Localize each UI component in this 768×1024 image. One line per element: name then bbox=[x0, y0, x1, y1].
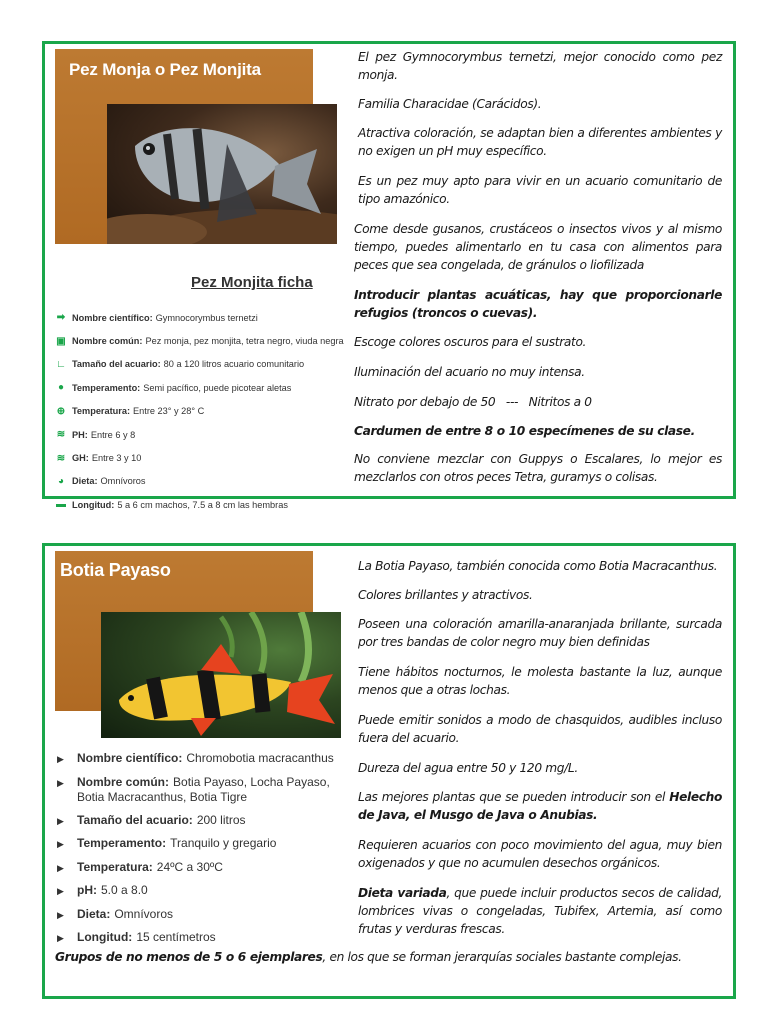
paragraph: Poseen una coloración amarilla-anaranjada brillante, surcada por tres bandas de color negro muy bien definidas bbox=[358, 617, 722, 649]
paragraph: Puede emitir sonidos a modo de chasquidos, audibles incluso fuera del acuario. bbox=[358, 713, 722, 745]
paragraph bbox=[358, 788, 722, 824]
paragraph: El pez Gymnocorymbus ternetzi, mejor conocido como pez monja. bbox=[358, 50, 722, 82]
waves-icon: ≋ bbox=[56, 429, 66, 441]
list-item bbox=[57, 930, 347, 947]
fact-sheet-list bbox=[55, 306, 345, 517]
spec-value: Entre 23° y 28° C bbox=[133, 406, 205, 417]
text-run: , en los que se forman jerarquías sociales bastante complejas. bbox=[322, 950, 682, 964]
text-run: Las mejores plantas que se pueden introducir son el bbox=[358, 790, 670, 804]
paragraph: No conviene mezclar con Guppys o Escalares, lo mejor es mezclarlos con otros peces Tetra, guramys o colisas. bbox=[354, 452, 722, 484]
spec-key: Temperatura: bbox=[72, 406, 131, 417]
paragraph: La Botia Payaso, también conocida como Botia Macracanthus. bbox=[358, 559, 718, 573]
fish-card-botia-payaso bbox=[42, 543, 736, 999]
spec-value: Gymnocorymbus ternetzi bbox=[155, 312, 258, 323]
paragraph: Escoge colores oscuros para el sustrato. bbox=[354, 335, 587, 349]
spec-value: Tranquilo y gregario bbox=[170, 836, 277, 850]
spec-value: Semi pacífico, puede picotear aletas bbox=[143, 382, 292, 393]
paragraph-bold: Introducir plantas acuáticas, hay que proporcionarle refugios (troncos o cuevas). bbox=[354, 288, 722, 320]
paragraph: Atractiva coloración, se adaptan bien a diferentes ambientes y no exigen un pH muy específico. bbox=[358, 126, 722, 158]
spec-value: Pez monja, pez monjita, tetra negro, viuda negra bbox=[145, 336, 344, 347]
paragraph: Come desde gusanos, crustáceos o insectos vivos y al mismo tiempo, puedes alimentarlo en tu casa con alimentos para peces que sea congelada, de gránulos o liofilizada bbox=[354, 222, 722, 272]
spec-value: 15 centímetros bbox=[136, 930, 216, 944]
bullet-icon: ▶ bbox=[57, 777, 64, 788]
spec-value: 5 a 6 cm machos, 7.5 a 8 cm las hembras bbox=[117, 499, 288, 510]
list-item bbox=[55, 376, 345, 399]
spec-value: 5.0 a 8.0 bbox=[101, 883, 148, 897]
list-item bbox=[57, 813, 347, 830]
spec-value: Omnívoros bbox=[114, 906, 174, 921]
spec-key: Longitud: bbox=[72, 499, 115, 510]
paragraph: Nitrato por debajo de 50 --- Nitritos a 0 bbox=[354, 395, 592, 409]
list-item bbox=[57, 836, 347, 853]
spec-key: Tamaño del acuario: bbox=[72, 359, 161, 370]
paragraph: Iluminación del acuario no muy intensa. bbox=[354, 365, 585, 379]
spec-key: Dieta: bbox=[72, 476, 98, 487]
fish-card-pez-monja bbox=[42, 41, 736, 511]
list-item bbox=[57, 907, 347, 924]
list-item bbox=[55, 446, 345, 469]
spec-key: Tamaño del acuario: bbox=[77, 812, 193, 827]
spec-key: PH: bbox=[72, 429, 88, 440]
list-item bbox=[55, 329, 345, 352]
list-item bbox=[55, 306, 345, 329]
spec-key: Dieta: bbox=[77, 906, 111, 921]
spec-key: GH: bbox=[72, 453, 89, 464]
spec-key: Nombre científico: bbox=[77, 751, 183, 765]
bullet-icon: ▶ bbox=[57, 815, 64, 826]
paragraph: Colores brillantes y atractivos. bbox=[358, 588, 533, 602]
spec-value: 80 a 120 litros acuario comunitario bbox=[163, 359, 305, 370]
list-item bbox=[55, 423, 345, 446]
spec-value: Entre 6 y 8 bbox=[90, 429, 136, 440]
bullet-icon: ▶ bbox=[57, 909, 64, 920]
spec-value: Chromobotia macracanthus bbox=[186, 751, 334, 765]
paragraph: Dureza del agua entre 50 y 120 mg/L. bbox=[358, 761, 578, 775]
fish-photo bbox=[107, 104, 337, 244]
bullet-icon: ▶ bbox=[57, 933, 64, 943]
spec-key: pH: bbox=[77, 883, 97, 897]
spec-value: 24ºC a 30ºC bbox=[156, 859, 223, 874]
arrow-icon: ➡ bbox=[56, 312, 66, 324]
spec-value: Botia Payaso, Locha Payaso, Botia Macracanthus, Botia Tigre bbox=[77, 774, 330, 804]
fish-photo bbox=[101, 612, 341, 738]
list-item bbox=[57, 751, 347, 768]
spec-key: Temperamento: bbox=[77, 836, 167, 850]
spec-key: Nombre común: bbox=[77, 774, 170, 789]
paragraph-footer bbox=[55, 950, 682, 964]
id-card-icon: ▣ bbox=[56, 335, 66, 347]
bullet-icon: ▶ bbox=[57, 886, 64, 896]
paragraph: Requieren acuarios con poco movimiento del agua, muy bien oxigenados y que no acumulen desechos orgánicos. bbox=[358, 838, 722, 870]
list-item bbox=[55, 400, 345, 423]
paragraph: Familia Characidae (Carácidos). bbox=[358, 97, 542, 111]
text-run-bold: Helecho de Java, el Musgo de Java o Anubias. bbox=[358, 790, 722, 822]
spec-key: Longitud: bbox=[77, 930, 133, 944]
palette-icon: ◕ bbox=[57, 475, 65, 487]
fact-sheet-list bbox=[57, 751, 347, 954]
card-title: Pez Monja o Pez Monjita bbox=[69, 60, 261, 79]
fact-sheet-title: Pez Monjita ficha bbox=[191, 274, 313, 291]
thermometer-icon: ⊕ bbox=[56, 405, 66, 417]
paragraph-bold: Cardumen de entre 8 o 10 especímenes de su clase. bbox=[354, 424, 695, 438]
spec-value: Omnívoros bbox=[100, 476, 146, 487]
text-run-bold: Dieta variada bbox=[358, 886, 447, 900]
spec-key: Temperatura: bbox=[77, 859, 153, 874]
list-item bbox=[55, 470, 345, 493]
bullet-icon: ▶ bbox=[57, 754, 64, 764]
waves-icon: ≋ bbox=[56, 452, 66, 464]
tape-icon: ▬ bbox=[56, 499, 66, 511]
spec-key: Nombre científico: bbox=[72, 312, 153, 323]
spec-value: Entre 3 y 10 bbox=[91, 453, 142, 464]
spec-key: Temperamento: bbox=[72, 382, 141, 393]
list-item bbox=[55, 353, 345, 376]
paragraph: Tiene hábitos nocturnos, le molesta bastante la luz, aunque menos que a otras lochas. bbox=[358, 665, 722, 697]
list-item bbox=[57, 883, 347, 900]
list-item bbox=[57, 775, 347, 806]
spec-value: 200 litros bbox=[196, 812, 246, 827]
globe-icon: ● bbox=[57, 382, 65, 394]
bullet-icon: ▶ bbox=[57, 862, 64, 873]
spec-key: Nombre común: bbox=[72, 336, 143, 347]
card-title: Botia Payaso bbox=[60, 560, 171, 580]
list-item bbox=[55, 493, 345, 516]
list-item bbox=[57, 860, 347, 877]
text-run: , que puede incluir productos secos de calidad, lombrices vivas o congeladas, Tubifex, Artemia, así como frutas y verduras frescas. bbox=[358, 886, 722, 936]
bullet-icon: ▶ bbox=[57, 839, 64, 849]
paragraph bbox=[358, 884, 722, 938]
text-run-bold: Grupos de no menos de 5 o 6 ejemplares bbox=[55, 950, 323, 964]
paragraph: Es un pez muy apto para vivir en un acuario comunitario de tipo amazónico. bbox=[358, 174, 722, 206]
ruler-icon: ∟ bbox=[56, 358, 66, 370]
